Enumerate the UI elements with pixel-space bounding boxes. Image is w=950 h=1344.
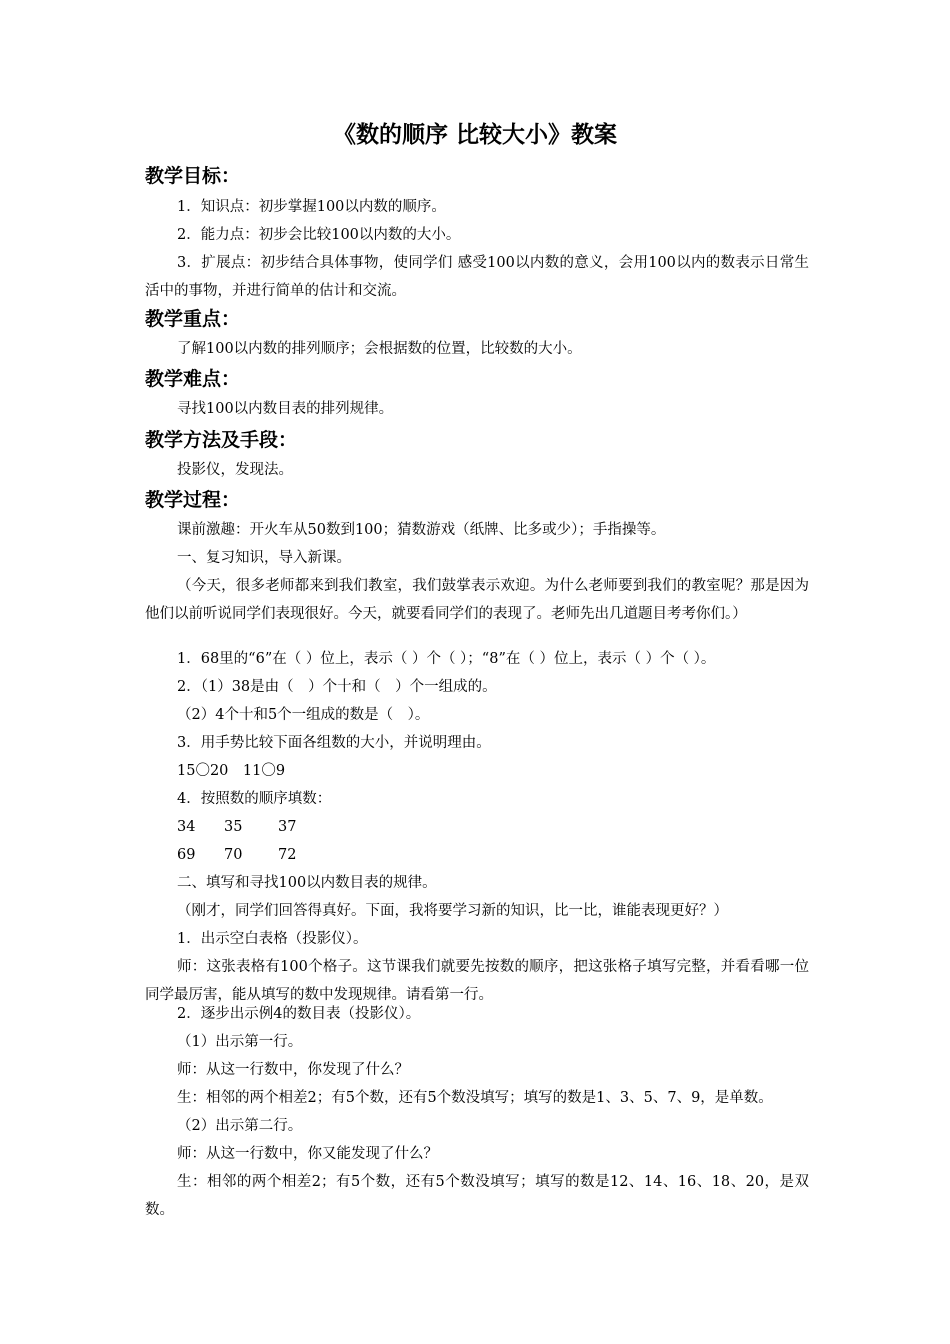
teacher-question-2: 师：从这一行数中，你又能发现了什么？ <box>177 1146 438 1162</box>
methods-text: 投影仪，发现法。 <box>177 462 293 478</box>
question-3-compare: 15〇20 11〇9 <box>177 763 286 779</box>
teacher-explanation: 师：这张表格有100个格子。这节课我们就要先按数的顺序，把这张格子填写完整，并看看哪一位同学最厉害，能从填写的数中发现规律。请看第一行。 <box>145 959 809 1003</box>
goal-2: 2．能力点：初步会比较100以内数的大小。 <box>177 227 461 243</box>
heading-process: 教学过程： <box>145 489 241 511</box>
goal-1: 1．知识点：初步掌握100以内数的顺序。 <box>177 199 446 215</box>
number-cell: 35 <box>224 819 243 835</box>
difficulties-text: 寻找100以内数目表的排列规律。 <box>177 401 394 417</box>
number-row-1 <box>177 813 841 841</box>
heading-goals: 教学目标： <box>145 165 241 187</box>
heading-methods: 教学方法及手段： <box>145 429 298 451</box>
process-warmup: 课前激趣：开火车从50数到100；猜数游戏（纸牌、比多或少）；手指操等。 <box>177 522 666 538</box>
process-part-2-heading: 二、填写和寻找100以内数目表的规律。 <box>177 875 437 891</box>
step-1: 1．出示空白表格（投影仪）。 <box>177 931 368 947</box>
question-1: 1．68里的“6”在（ ）位上，表示（ ）个（ ）；“8”在（ ）位上，表示（ ）个（ ）。 <box>177 651 716 667</box>
question-2-1: 2．（1）38是由（ ）个十和（ ）个一组成的。 <box>177 679 497 695</box>
student-answer-1: 生：相邻的两个相差2；有5个数，还有5个数没填写；填写的数是1、3、5、7、9，是单数。 <box>177 1090 773 1106</box>
student-answer-2: 生：相邻的两个相差2；有5个数，还有5个数没填写；填写的数是12、14、16、18、20，是双数。 <box>145 1174 809 1218</box>
heading-key-points: 教学重点： <box>145 308 241 330</box>
process-part-2-intro: （刚才，同学们回答得真好。下面，我将要学习新的知识，比一比，谁能表现更好？） <box>177 903 728 919</box>
number-cell: 72 <box>278 847 297 863</box>
heading-difficulties: 教学难点： <box>145 368 241 390</box>
number-cell: 34 <box>177 819 196 835</box>
process-intro-paragraph: （今天，很多老师都来到我们教室，我们鼓掌表示欢迎。为什么老师要到我们的教室呢？那是因为他们以前听说同学们表现很好。今天，就要看同学们的表现了。老师先出几道题目考考你们。） <box>145 578 809 622</box>
number-cell: 70 <box>224 847 243 863</box>
question-2-2: （2）4个十和5个一组成的数是（ ）。 <box>177 707 430 723</box>
goal-3: 3．扩展点：初步结合具体事物，使同学们 感受100以内数的意义，会用100以内的数表示日常生活中的事物，并进行简单的估计和交流。 <box>145 255 809 299</box>
step-2-1: （1）出示第一行。 <box>177 1034 303 1050</box>
step-2-2: （2）出示第二行。 <box>177 1118 303 1134</box>
document-title: 《数的顺序 比较大小》教案 <box>332 122 617 148</box>
number-cell: 37 <box>278 819 297 835</box>
number-cell: 69 <box>177 847 196 863</box>
step-2: 2．逐步出示例4的数目表（投影仪）。 <box>177 1006 421 1022</box>
key-points-text: 了解100以内数的排列顺序；会根据数的位置，比较数的大小。 <box>177 341 582 357</box>
question-4: 4．按照数的顺序填数： <box>177 791 332 807</box>
number-row-2 <box>177 841 841 869</box>
teacher-question-1: 师：从这一行数中，你发现了什么？ <box>177 1062 409 1078</box>
question-3: 3．用手势比较下面各组数的大小，并说明理由。 <box>177 735 491 751</box>
process-part-1-heading: 一、复习知识，导入新课。 <box>177 550 351 566</box>
